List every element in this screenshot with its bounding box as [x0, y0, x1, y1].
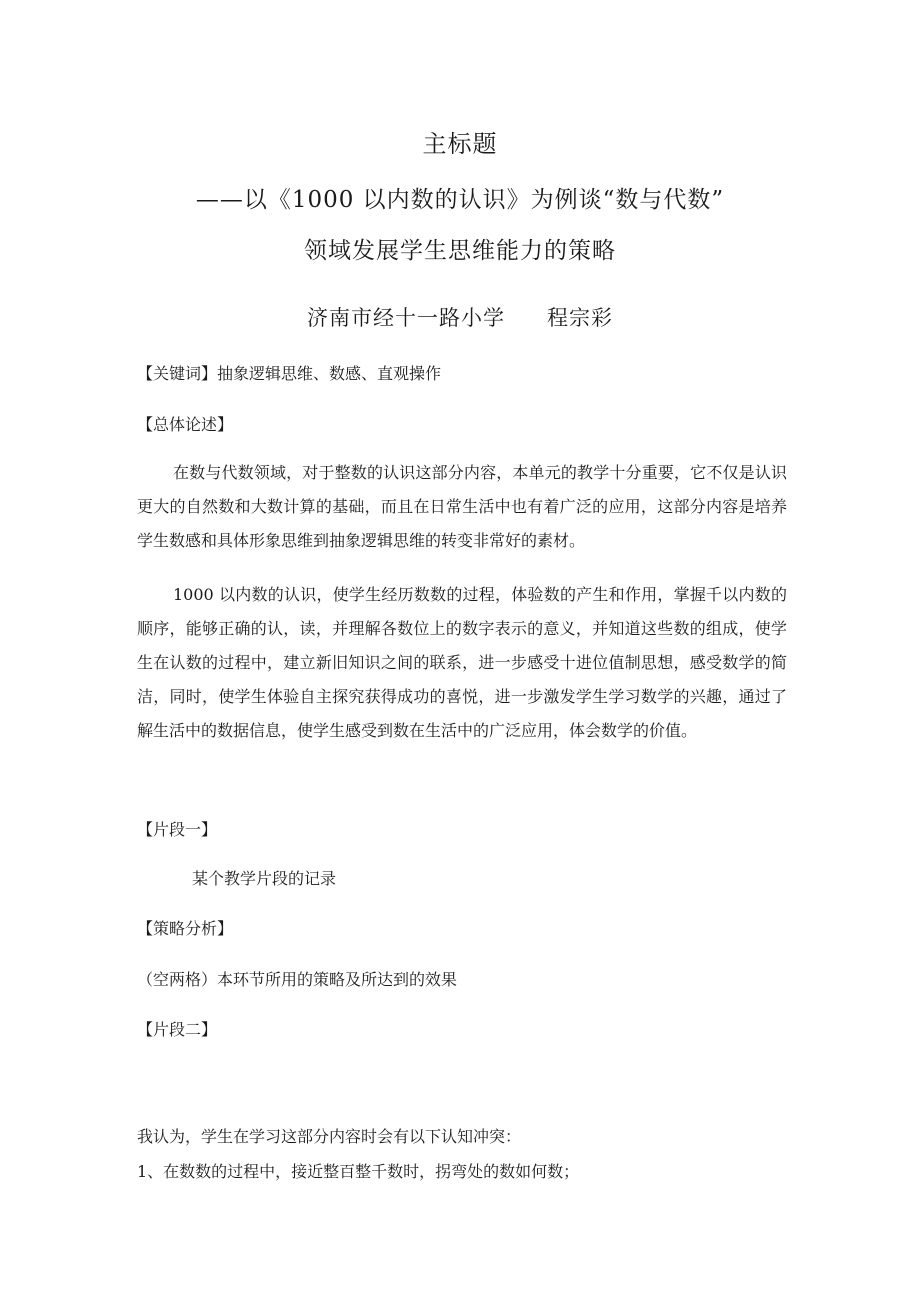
subtitle-line-2: 领域发展学生思维能力的策略 [304, 238, 616, 264]
overview-paragraph-2: 1000 以内数的认识，使学生经历数数的过程，体验数的产生和作用，掌握千以内数的顺序，能够正确的认，读，并理解各数位上的数字表示的意义，并知道这些数的组成，使学生在认数的过程中，建立新旧知识之间的联系，进一步感受十进位值制思想，感受数学的简洁，同时，使学生体验自主探究获得成功的喜悦，进一步激发学生学习数学的兴趣，通过了解生活中的数据信息，使学生感受到数在生活中的广泛应用，体会数学的价值。 [137, 585, 787, 740]
subtitle-line-1: ——以《1000 以内数的认识》为例谈“数与代数” [195, 187, 725, 213]
segment2-heading: 【片段二】 [137, 1020, 218, 1039]
author-school: 济南市经十一路小学 [307, 306, 505, 330]
author-name: 程宗彩 [547, 306, 613, 330]
conclusion-intro: 我认为，学生在学习这部分内容时会有以下认知冲突： [137, 1127, 522, 1146]
segment1-heading: 【片段一】 [137, 820, 218, 839]
strategy-content: （空两格）本环节所用的策略及所达到的效果 [137, 970, 458, 989]
page-title: 主标题 [422, 130, 498, 158]
segment1-content: 某个教学片段的记录 [192, 869, 337, 888]
strategy-heading: 【策略分析】 [137, 919, 234, 938]
overview-paragraph-1: 在数与代数领域，对于整数的认识这部分内容，本单元的教学十分重要，它不仅是认识更大的自然数和大数计算的基础，而且在日常生活中也有着广泛的应用，这部分内容是培养学生数感和具体形象思维到抽象逻辑思维的转变非常好的素材。 [137, 463, 787, 550]
author-line [0, 302, 920, 332]
keywords: 【关键词】抽象逻辑思维、数感、直观操作 [137, 364, 442, 383]
overview-heading: 【总体论述】 [137, 415, 234, 434]
conclusion-item-1: 1、在数数的过程中，接近整百整千数时，拐弯处的数如何数； [137, 1162, 580, 1181]
